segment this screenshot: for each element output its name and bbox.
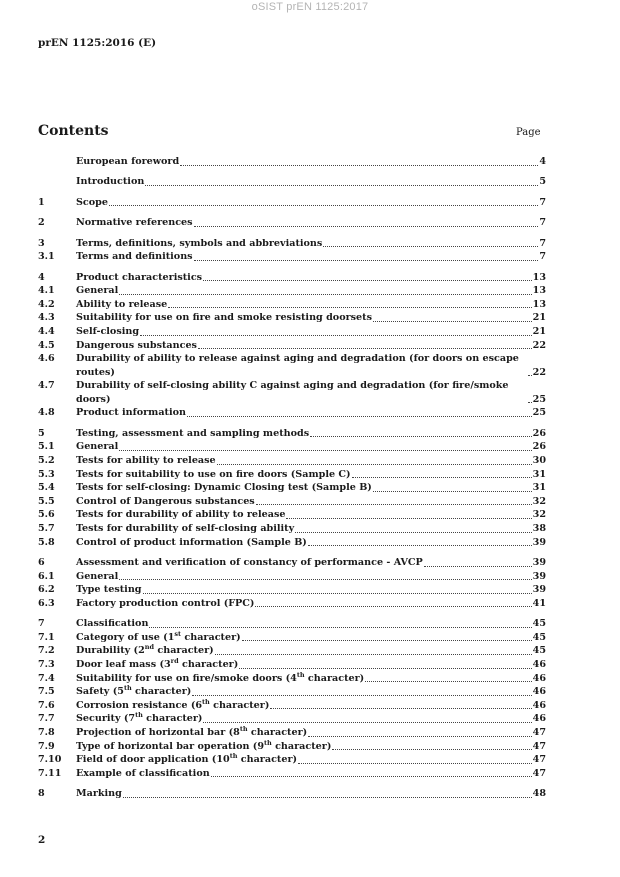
toc-entry[interactable] — [38, 712, 546, 726]
dot-leader — [119, 294, 531, 295]
dot-leader — [373, 321, 532, 322]
ordinal-suffix: th — [229, 751, 238, 760]
dot-leader — [528, 402, 532, 403]
toc-entry-title: Introduction — [76, 176, 145, 188]
dot-leader — [217, 464, 532, 465]
toc-entry-page: 13 — [532, 285, 546, 297]
toc-entry-number: 7 — [38, 618, 45, 630]
toc-entry[interactable] — [38, 570, 546, 584]
toc-entry[interactable] — [38, 311, 546, 325]
toc-entry-number: 8 — [38, 788, 45, 800]
toc-entry[interactable] — [38, 175, 546, 189]
toc-entry-page: 30 — [532, 455, 546, 467]
toc-entry-page: 21 — [532, 312, 546, 324]
toc-entry-title: Terms and definitions — [76, 251, 193, 263]
toc-entry-page: 7 — [539, 196, 546, 208]
toc-entry-page: 47 — [532, 740, 546, 752]
toc-entry-number: 7.11 — [38, 767, 62, 779]
dot-leader — [149, 627, 531, 628]
ordinal-suffix: th — [296, 670, 305, 679]
toc-entry[interactable] — [38, 427, 546, 441]
toc-entry-title: Field of door application (10th character) — [76, 751, 298, 766]
toc-entry-page: 41 — [532, 597, 546, 609]
ordinal-suffix: th — [239, 724, 248, 733]
toc-entry-title: Marking — [76, 788, 122, 800]
toc-entry-number: 4.8 — [38, 407, 55, 419]
dot-leader — [323, 246, 538, 247]
toc-entry-page: 22 — [532, 339, 546, 351]
toc-entry-number: 7.10 — [38, 754, 62, 766]
dot-leader — [352, 477, 532, 478]
toc-entry-page: 13 — [532, 298, 546, 310]
toc-entry-title: Normative references — [76, 217, 193, 229]
toc-entry[interactable] — [38, 481, 546, 495]
table-of-contents — [38, 155, 546, 801]
toc-entry-page: 48 — [532, 788, 546, 800]
toc-entry-number: 5.3 — [38, 468, 55, 480]
toc-entry[interactable] — [38, 406, 546, 420]
toc-entry-title: Suitability for use on fire and smoke resisting doorsets — [76, 312, 372, 324]
toc-entry-title: Safety (5th character) — [76, 683, 192, 698]
dot-leader — [424, 566, 532, 567]
toc-entry-number: 4.1 — [38, 285, 55, 297]
toc-entry-number: 4 — [38, 271, 45, 283]
dot-leader — [109, 205, 538, 206]
dot-leader — [255, 606, 531, 607]
toc-entry-page: 45 — [532, 618, 546, 630]
toc-entry[interactable] — [38, 583, 546, 597]
dot-leader — [194, 226, 539, 227]
toc-entry-page: 26 — [532, 441, 546, 453]
toc-entry-number: 5 — [38, 427, 45, 439]
toc-entry-page: 7 — [539, 251, 546, 263]
toc-entry-title: General — [76, 570, 119, 582]
ordinal-suffix: th — [135, 711, 143, 720]
dot-leader — [308, 545, 532, 546]
toc-entry[interactable] — [38, 597, 546, 611]
dot-leader — [140, 335, 532, 336]
toc-entry[interactable] — [38, 325, 546, 339]
toc-entry-title: Type of horizontal bar operation (9th character) — [76, 738, 332, 752]
toc-entry-title: Durability of self-closing ability C against aging and degradation (for fire/smoke doors) — [76, 380, 509, 405]
toc-entry-page: 32 — [532, 495, 546, 507]
toc-entry-page: 25 — [532, 393, 546, 405]
toc-entry-page: 4 — [539, 156, 546, 167]
toc-entry[interactable] — [38, 271, 546, 285]
toc-entry-number: 7.6 — [38, 699, 55, 711]
toc-entry-title: Suitability for use on fire/smoke doors (4th character) — [76, 670, 365, 684]
toc-entry[interactable] — [38, 196, 546, 210]
toc-entry-title: Product characteristics — [76, 271, 203, 283]
dot-leader — [528, 375, 532, 376]
toc-entry-number: 5.4 — [38, 482, 55, 494]
dot-leader — [298, 763, 532, 764]
toc-entry-number: 7.9 — [38, 740, 55, 752]
dot-leader — [308, 736, 531, 737]
toc-entry[interactable] — [38, 631, 546, 645]
toc-entry-number: 7.1 — [38, 631, 55, 643]
toc-entry-title: Tests for durability of self-closing ability — [76, 523, 295, 535]
toc-entry-number: 5.6 — [38, 509, 55, 521]
toc-entry-page: 21 — [532, 325, 546, 337]
dot-leader — [365, 681, 531, 682]
toc-entry-page: 26 — [532, 427, 546, 439]
toc-entry[interactable] — [38, 468, 546, 482]
toc-entry-page: 46 — [532, 672, 546, 684]
toc-entry-number: 5.2 — [38, 455, 55, 467]
dot-leader — [192, 695, 531, 696]
toc-entry-title: Testing, assessment and sampling methods — [76, 427, 310, 439]
dot-leader — [119, 450, 531, 451]
toc-entry-page: 25 — [532, 407, 546, 419]
toc-entry-page: 39 — [532, 536, 546, 548]
toc-entry-page: 46 — [532, 713, 546, 725]
toc-entry[interactable] — [38, 617, 546, 631]
toc-entry-title: Door leaf mass (3rd character) — [76, 656, 239, 670]
toc-entry[interactable] — [38, 644, 546, 658]
toc-entry-title: Factory production control (FPC) — [76, 597, 255, 609]
toc-entry-number: 4.4 — [38, 325, 55, 337]
toc-entry[interactable] — [38, 155, 546, 169]
toc-entry-number: 2 — [38, 217, 45, 229]
dot-leader — [215, 654, 532, 655]
toc-entry-title: Durability of ability to release against aging and degradation (for doors on escape routes) — [76, 353, 519, 378]
toc-entry-number: 5.1 — [38, 441, 55, 453]
toc-entry-number: 6.1 — [38, 570, 55, 582]
dot-leader — [187, 416, 532, 417]
toc-entry-number: 4.6 — [38, 353, 55, 365]
document-id: prEN 1125:2016 (E) — [38, 37, 157, 49]
ordinal-suffix: nd — [144, 643, 155, 652]
toc-entry-page: 46 — [532, 658, 546, 670]
dot-leader — [242, 640, 532, 641]
dot-leader — [310, 436, 532, 437]
toc-entry[interactable] — [38, 767, 546, 781]
toc-entry-title: Ability to release — [76, 298, 168, 310]
toc-entry-number: 6.2 — [38, 584, 55, 596]
toc-entry-number: 6.3 — [38, 597, 55, 609]
toc-entry[interactable] — [38, 298, 546, 312]
dot-leader — [123, 797, 532, 798]
toc-entry-number: 7.8 — [38, 726, 55, 738]
toc-entry-number: 3.1 — [38, 251, 55, 263]
toc-entry[interactable] — [38, 379, 546, 406]
toc-entry[interactable] — [38, 440, 546, 454]
toc-entry-number: 7.4 — [38, 672, 55, 684]
toc-entry-number: 6 — [38, 557, 45, 569]
toc-entry-title: Scope — [76, 196, 108, 208]
toc-entry[interactable] — [38, 216, 546, 230]
toc-entry-title: Tests for durability of ability to release — [76, 509, 286, 521]
dot-leader — [239, 668, 531, 669]
toc-entry-page: 39 — [532, 570, 546, 582]
dot-leader — [180, 165, 538, 166]
ordinal-suffix: rd — [170, 656, 179, 665]
dot-leader — [143, 593, 532, 594]
toc-entry-number: 5.7 — [38, 523, 55, 535]
toc-entry-page: 31 — [532, 468, 546, 480]
toc-entry-number: 7.7 — [38, 713, 55, 725]
toc-entry-title: Dangerous substances — [76, 339, 197, 351]
dot-leader — [198, 348, 532, 349]
ordinal-suffix: th — [202, 697, 210, 706]
dot-leader — [119, 579, 531, 580]
toc-entry-title: European foreword — [76, 156, 180, 167]
toc-entry-number: 7.5 — [38, 686, 55, 698]
toc-entry-page: 5 — [539, 176, 546, 188]
dot-leader — [203, 280, 532, 281]
toc-entry[interactable] — [38, 508, 546, 522]
toc-entry-number: 7.2 — [38, 645, 55, 657]
toc-entry[interactable] — [38, 726, 546, 740]
contents-heading: Contents — [38, 123, 109, 139]
toc-entry-page: 13 — [532, 271, 546, 283]
toc-entry-page: 46 — [532, 686, 546, 698]
toc-entry-title: Tests for suitability to use on fire doors (Sample C) — [76, 468, 351, 480]
toc-entry-title: Tests for ability to release — [76, 455, 216, 467]
toc-entry-number: 4.5 — [38, 339, 55, 351]
watermark: oSIST prEN 1125:2017 — [251, 1, 369, 13]
toc-entry-title: Type testing — [76, 584, 142, 596]
toc-entry-title: Product information — [76, 407, 186, 419]
toc-entry[interactable] — [38, 787, 546, 801]
toc-entry[interactable] — [38, 536, 546, 550]
toc-entry-page: 47 — [532, 767, 546, 779]
toc-entry-number: 4.7 — [38, 380, 55, 392]
toc-entry-title: Self-closing — [76, 325, 140, 337]
toc-entry-page: 39 — [532, 557, 546, 569]
dot-leader — [270, 708, 531, 709]
toc-entry[interactable] — [38, 454, 546, 468]
toc-entry-page: 45 — [532, 631, 546, 643]
toc-entry-title: Security (7th character) — [76, 711, 203, 725]
toc-entry[interactable] — [38, 352, 546, 379]
toc-entry-number: 7.3 — [38, 658, 55, 670]
toc-entry-title: General — [76, 285, 119, 297]
dot-leader — [168, 307, 531, 308]
toc-entry[interactable] — [38, 699, 546, 713]
dot-leader — [211, 776, 532, 777]
toc-entry-page: 45 — [532, 645, 546, 657]
dot-leader — [194, 260, 539, 261]
toc-entry-title: Tests for self-closing: Dynamic Closing test (Sample B) — [76, 482, 372, 494]
toc-entry-page: 47 — [532, 726, 546, 738]
toc-entry-number: 3 — [38, 237, 45, 249]
toc-entry-title: Classification — [76, 618, 149, 630]
toc-entry-number: 1 — [38, 196, 45, 208]
dot-leader — [332, 749, 531, 750]
toc-entry[interactable] — [38, 672, 546, 686]
dot-leader — [286, 518, 531, 519]
toc-entry[interactable] — [38, 522, 546, 536]
dot-leader — [203, 722, 531, 723]
toc-entry-title: Assessment and verification of constancy of performance - AVCP — [76, 557, 423, 569]
toc-entry[interactable] — [38, 237, 546, 251]
toc-entry[interactable] — [38, 685, 546, 699]
toc-entry-title: Category of use (1st character) — [76, 629, 241, 643]
toc-entry-title: Durability (2nd character) — [76, 643, 214, 657]
toc-entry-title: Example of classification — [76, 767, 210, 779]
toc-entry-page: 32 — [532, 509, 546, 521]
toc-entry-title: Corrosion resistance (6th character) — [76, 697, 270, 711]
toc-entry[interactable] — [38, 339, 546, 353]
toc-entry[interactable] — [38, 250, 546, 264]
toc-entry[interactable] — [38, 658, 546, 672]
page-column-header: Page — [516, 127, 541, 138]
toc-entry-page: 47 — [532, 754, 546, 766]
toc-entry[interactable] — [38, 495, 546, 509]
dot-leader — [256, 504, 532, 505]
toc-entry[interactable] — [38, 556, 546, 570]
toc-entry-number: 5.8 — [38, 536, 55, 548]
toc-entry-page: 22 — [532, 366, 546, 378]
toc-entry-title: Control of Dangerous substances — [76, 495, 255, 507]
toc-entry-number: 4.3 — [38, 312, 55, 324]
toc-entry-title: General — [76, 441, 119, 453]
toc-entry-title: Terms, definitions, symbols and abbreviations — [76, 237, 323, 249]
toc-entry-page: 31 — [532, 482, 546, 494]
toc-entry[interactable] — [38, 284, 546, 298]
toc-entry-title: Control of product information (Sample B) — [76, 536, 307, 548]
toc-entry-page: 7 — [539, 237, 546, 249]
dot-leader — [145, 185, 538, 186]
toc-entry-title: Projection of horizontal bar (8th character) — [76, 724, 308, 738]
toc-entry[interactable] — [38, 753, 546, 767]
toc-entry-number: 4.2 — [38, 298, 55, 310]
toc-entry-page: 39 — [532, 584, 546, 596]
toc-entry[interactable] — [38, 740, 546, 754]
ordinal-suffix: st — [174, 629, 182, 638]
dot-leader — [373, 491, 532, 492]
page-number: 2 — [38, 834, 46, 846]
toc-entry-page: 46 — [532, 699, 546, 711]
ordinal-suffix: th — [264, 738, 272, 747]
dot-leader — [295, 532, 531, 533]
toc-entry-page: 38 — [532, 523, 546, 535]
toc-entry-number: 5.5 — [38, 495, 55, 507]
toc-entry-page: 7 — [539, 217, 546, 229]
ordinal-suffix: th — [123, 683, 132, 692]
